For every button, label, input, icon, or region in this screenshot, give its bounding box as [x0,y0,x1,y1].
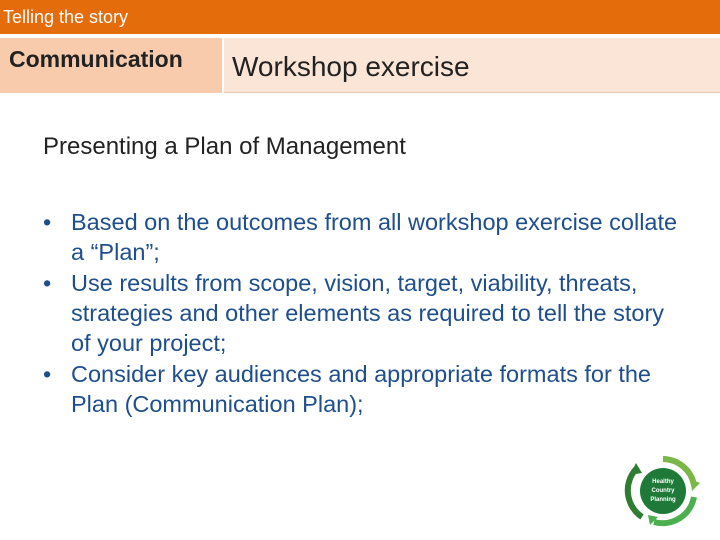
bullet-icon: • [43,270,52,296]
logo-arrow-left [630,463,642,475]
bullet-list [43,207,683,420]
section-category-label: Communication [9,46,183,72]
header-bar [0,0,720,36]
list-item [43,359,683,419]
section-heading-label: Workshop exercise [232,51,470,82]
section-header [0,38,720,93]
bullet-text: Use results from scope, vision, target, viability, threats, strategies and other elements as required to tell the story of your project; [71,270,665,356]
slide-subtitle: Presenting a Plan of Management [43,133,406,160]
bullet-icon: • [43,361,52,387]
section-category-tab [0,38,224,93]
bullet-text: Consider key audiences and appropriate formats for the Plan (Communication Plan); [71,361,651,417]
list-item [43,268,683,358]
logo-arc-left [628,469,642,517]
bullet-text: Based on the outcomes from all workshop exercise collate a “Plan”; [71,209,678,265]
logo-text-3: Planning [650,497,676,503]
healthy-country-planning-logo [624,455,702,527]
bullet-icon: • [43,209,52,235]
logo-text-2: Country [651,488,675,494]
logo-text-1: Healthy [652,479,674,485]
list-item [43,207,683,267]
header-title: Telling the story [3,7,129,27]
